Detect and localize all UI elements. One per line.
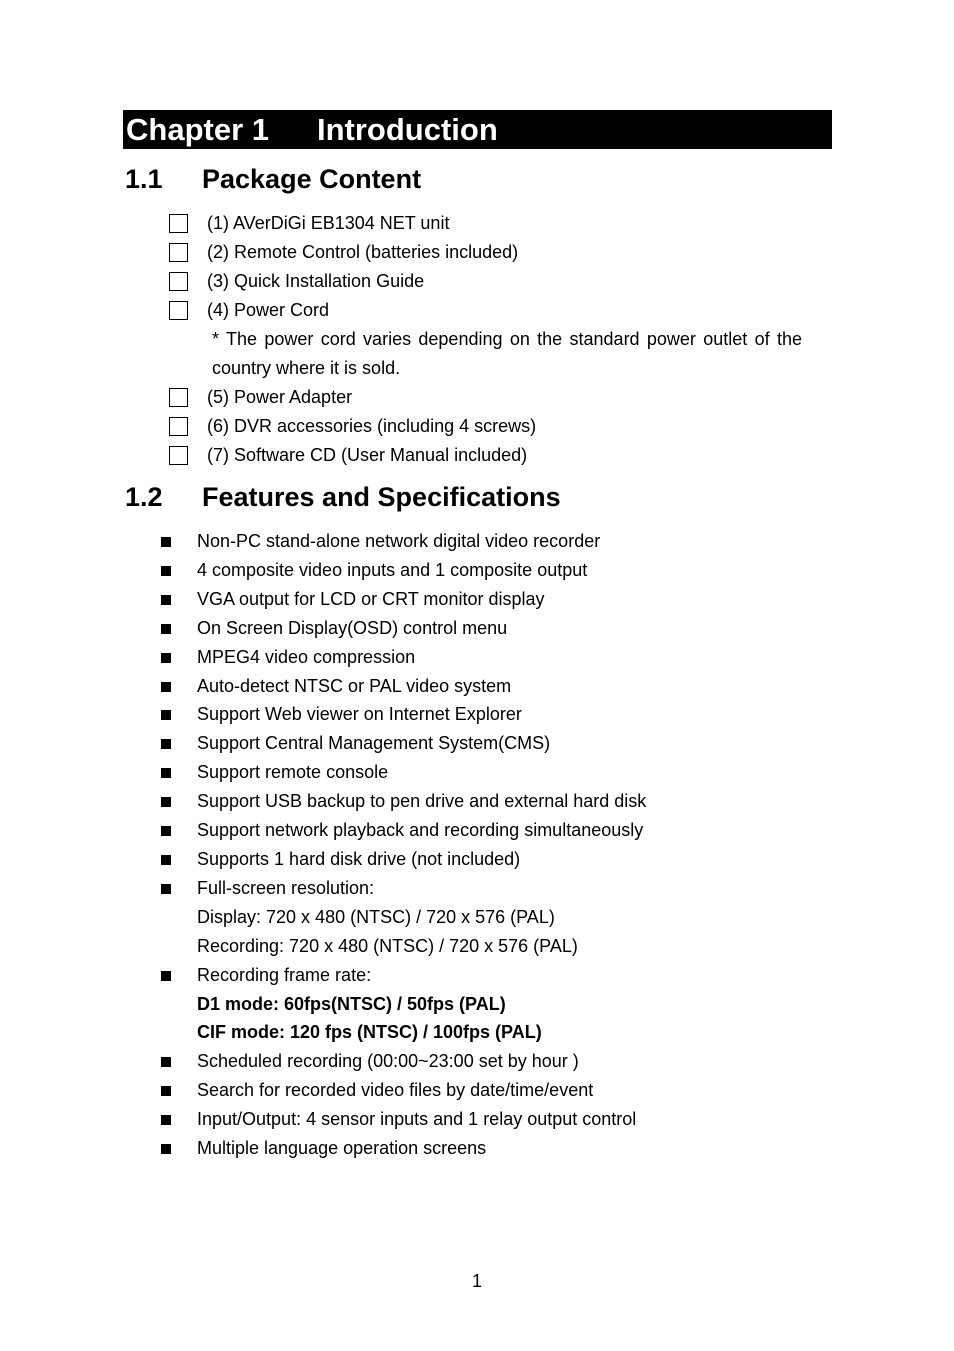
section-title: Package Content (202, 164, 422, 194)
square-bullet-icon (161, 624, 171, 634)
checkbox-icon (169, 446, 188, 465)
features-list (160, 527, 840, 1163)
square-bullet-icon (161, 1115, 171, 1125)
package-item (169, 296, 809, 325)
feature-text: Search for recorded video files by date/time/event (197, 1080, 594, 1101)
feature-text: On Screen Display(OSD) control menu (197, 617, 508, 638)
feature-item (160, 874, 840, 961)
section-heading-features (125, 482, 561, 513)
checkbox-icon (169, 417, 188, 436)
package-item-label: (1) AVerDiGi EB1304 NET unit (207, 213, 450, 233)
page-number: 1 (471, 1271, 482, 1291)
feature-text: Supports 1 hard disk drive (not included) (197, 848, 521, 869)
square-bullet-icon (161, 768, 171, 778)
square-bullet-icon (161, 826, 171, 836)
feature-text: Support network playback and recording simultaneously (197, 820, 644, 841)
section-title: Features and Specifications (202, 482, 561, 512)
feature-text: Recording frame rate: (197, 964, 372, 985)
feature-item (160, 787, 840, 816)
package-item-label: (5) Power Adapter (207, 387, 353, 407)
checkbox-icon (169, 272, 188, 291)
square-bullet-icon (161, 566, 171, 576)
feature-item (160, 1076, 840, 1105)
feature-item (160, 527, 840, 556)
feature-subtext: D1 mode: 60fps(NTSC) / 50fps (PAL) (197, 993, 506, 1014)
feature-text: Support Central Management System(CMS) (197, 733, 551, 754)
checkbox-icon (169, 301, 188, 320)
feature-item (160, 816, 840, 845)
package-item-label: (4) Power Cord (207, 300, 330, 320)
package-item-label: (6) DVR accessories (including 4 screws) (207, 416, 537, 436)
square-bullet-icon (161, 797, 171, 807)
feature-text: Input/Output: 4 sensor inputs and 1 relay output control (197, 1109, 637, 1130)
square-bullet-icon (161, 1086, 171, 1096)
feature-item (160, 1047, 840, 1076)
package-item (169, 238, 809, 267)
feature-text: Auto-detect NTSC or PAL video system (197, 675, 512, 696)
feature-text: Support remote console (197, 762, 389, 783)
feature-item (160, 700, 840, 729)
feature-item (160, 585, 840, 614)
square-bullet-icon (161, 739, 171, 749)
square-bullet-icon (161, 682, 171, 692)
feature-text: MPEG4 video compression (197, 646, 416, 667)
square-bullet-icon (161, 1144, 171, 1154)
square-bullet-icon (161, 971, 171, 981)
square-bullet-icon (161, 1057, 171, 1067)
feature-text: 4 composite video inputs and 1 composite output (197, 559, 588, 580)
feature-text: Support USB backup to pen drive and external hard disk (197, 791, 647, 812)
feature-item (160, 643, 840, 672)
checkbox-icon (169, 214, 188, 233)
section-number: 1.2 (125, 482, 163, 512)
checkbox-icon (169, 388, 188, 407)
feature-text: VGA output for LCD or CRT monitor display (197, 588, 545, 609)
package-item (169, 267, 809, 296)
feature-item (160, 729, 840, 758)
feature-item (160, 758, 840, 787)
package-item (169, 412, 809, 441)
feature-subtext: Recording: 720 x 480 (NTSC) / 720 x 576 (PAL) (197, 935, 578, 956)
checkbox-icon (169, 243, 188, 262)
feature-item (160, 1134, 840, 1163)
square-bullet-icon (161, 653, 171, 663)
feature-item (160, 1105, 840, 1134)
package-item-label: (3) Quick Installation Guide (207, 271, 425, 291)
power-cord-note: * The power cord varies depending on the standard power outlet of the country where it is sold. (212, 329, 802, 378)
feature-text: Scheduled recording (00:00~23:00 set by hour ) (197, 1051, 579, 1072)
feature-text: Support Web viewer on Internet Explorer (197, 704, 522, 725)
feature-subtext: CIF mode: 120 fps (NTSC) / 100fps (PAL) (197, 1022, 542, 1043)
square-bullet-icon (161, 855, 171, 865)
package-content-list (169, 209, 809, 470)
feature-text: Full-screen resolution: (197, 877, 375, 898)
feature-item (160, 614, 840, 643)
section-heading-package-content (125, 164, 421, 195)
square-bullet-icon (161, 710, 171, 720)
section-number: 1.1 (125, 164, 163, 194)
package-item (169, 383, 809, 412)
chapter-heading (123, 110, 832, 149)
feature-text: Multiple language operation screens (197, 1138, 487, 1159)
package-item (169, 209, 809, 238)
feature-subtext: Display: 720 x 480 (NTSC) / 720 x 576 (PAL) (197, 906, 555, 927)
feature-item (160, 961, 840, 1048)
square-bullet-icon (161, 884, 171, 894)
feature-text: Non-PC stand-alone network digital video recorder (197, 531, 601, 551)
package-item-label: (7) Software CD (User Manual included) (207, 445, 528, 465)
square-bullet-icon (161, 537, 171, 547)
package-item-label: (2) Remote Control (batteries included) (207, 242, 519, 262)
chapter-title: Introduction (317, 112, 498, 147)
feature-item (160, 556, 840, 585)
feature-item (160, 845, 840, 874)
chapter-number: Chapter 1 (126, 112, 269, 147)
feature-item (160, 672, 840, 701)
square-bullet-icon (161, 595, 171, 605)
package-item (169, 441, 809, 470)
